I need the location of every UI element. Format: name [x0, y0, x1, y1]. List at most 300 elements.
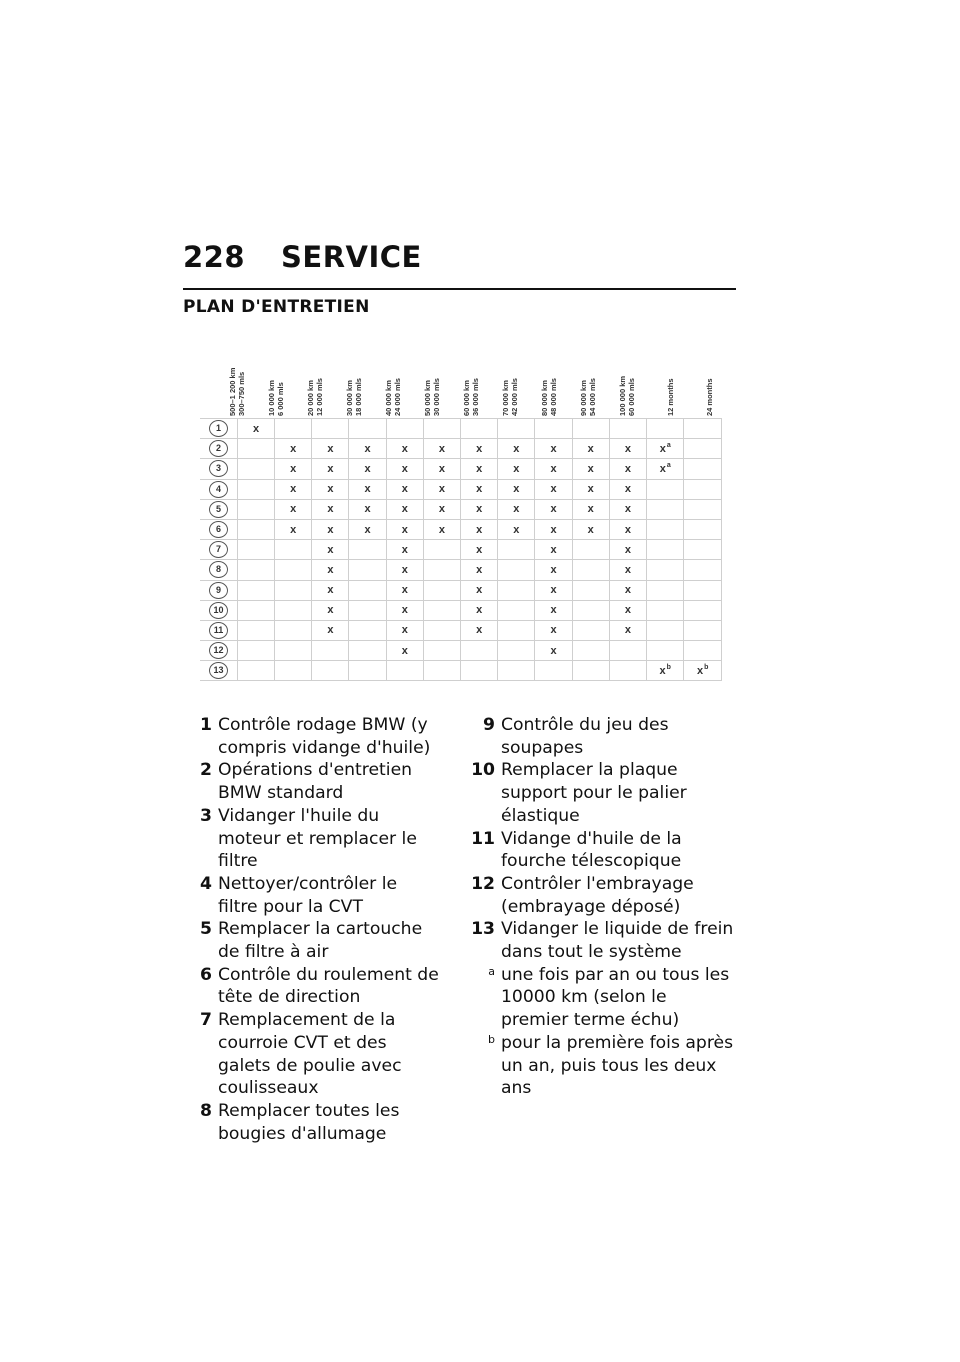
table-cell	[423, 540, 460, 560]
table-cell	[609, 499, 646, 519]
check-mark: x	[364, 503, 371, 516]
legend-item	[466, 873, 736, 918]
column-header-label	[384, 356, 402, 416]
table-cell	[386, 600, 423, 620]
table-cell	[237, 661, 274, 681]
table-cell	[237, 439, 274, 459]
table-cell	[646, 479, 683, 499]
column-header-line: 12 000 mls	[315, 378, 324, 416]
table-cell	[237, 519, 274, 539]
check-mark: x	[624, 503, 631, 516]
table-cell	[349, 459, 386, 479]
check-mark: x	[438, 503, 445, 516]
check-mark: x	[364, 523, 371, 536]
check-mark: x	[476, 483, 483, 496]
check-mark: x	[327, 563, 334, 576]
check-mark: x	[550, 644, 557, 657]
check-mark: x	[401, 503, 408, 516]
row-number	[200, 580, 237, 600]
footnote-mark: a	[488, 964, 495, 978]
check-mark: x	[550, 503, 557, 516]
check-mark: x	[476, 584, 483, 597]
table-cell	[572, 479, 609, 499]
table-cell	[535, 519, 572, 539]
column-header-line: 54 000 mls	[588, 378, 597, 416]
legend-text: Remplacer toutes les bougies d'allumage	[218, 1100, 400, 1144]
row-number	[200, 620, 237, 640]
check-mark: x	[401, 462, 408, 475]
check-mark: x	[290, 523, 297, 536]
row-number	[200, 479, 237, 499]
check-mark: x	[401, 624, 408, 637]
legend-text: Vidanger l'huile du moteur et remplacer le filtre	[218, 805, 417, 872]
check-mark: x	[401, 644, 408, 657]
table-cell	[609, 479, 646, 499]
check-mark: x	[476, 442, 483, 455]
table-cell	[572, 620, 609, 640]
table-cell	[572, 499, 609, 519]
check-mark: x	[476, 462, 483, 475]
check-mark: x	[624, 604, 631, 617]
legend-text: Remplacer la cartouche de filtre à air	[218, 919, 423, 963]
legend-item	[183, 873, 441, 918]
legend-number: 10	[471, 760, 495, 781]
check-mark: x	[364, 462, 371, 475]
table-cell	[423, 439, 460, 459]
check-mark: x	[659, 665, 666, 678]
table-cell	[646, 540, 683, 560]
legend-right	[466, 714, 736, 1100]
table-cell	[646, 519, 683, 539]
check-mark: x	[624, 543, 631, 556]
footnote-ref: b	[666, 664, 671, 672]
legend-text: Contrôle du jeu des soupapes	[501, 715, 669, 758]
check-mark: x	[290, 503, 297, 516]
check-mark: x	[587, 462, 594, 475]
table-cell	[349, 479, 386, 499]
column-header-line: 40 000 km	[384, 380, 393, 416]
table-cell	[349, 580, 386, 600]
table-cell	[423, 620, 460, 640]
table-cell	[275, 641, 312, 661]
table-cell	[386, 459, 423, 479]
legend-text: Contrôler l'embrayage (embrayage déposé)	[501, 873, 694, 917]
legend-text: Contrôle du roulement de tête de direction	[218, 964, 439, 1008]
table-cell	[684, 600, 722, 620]
legend-item	[183, 964, 441, 1009]
column-header-line: 300–750 mls	[237, 371, 246, 416]
check-mark: x	[587, 503, 594, 516]
table-cell	[275, 661, 312, 681]
column-header-line: 12 months	[666, 378, 675, 416]
table-cell	[312, 661, 349, 681]
table-cell	[684, 439, 722, 459]
table-cell	[535, 600, 572, 620]
table-cell	[237, 419, 274, 439]
table-cell	[684, 499, 722, 519]
column-header-line: 70 000 km	[501, 380, 510, 416]
table-cell	[386, 580, 423, 600]
table-cell	[349, 499, 386, 519]
check-mark: x	[476, 624, 483, 637]
row-number-circle: 8	[209, 561, 228, 578]
column-header-label	[705, 356, 714, 416]
check-mark: x	[252, 422, 260, 435]
table-cell	[461, 620, 498, 640]
legend-item	[466, 918, 736, 963]
legend-item	[183, 759, 441, 804]
table-cell	[423, 459, 460, 479]
check-mark: x	[624, 523, 631, 536]
table-cell	[498, 519, 535, 539]
check-mark: x	[401, 604, 408, 617]
column-header-label	[579, 356, 597, 416]
table-cell	[572, 641, 609, 661]
table-cell	[386, 439, 423, 459]
row-number-circle: 12	[209, 642, 228, 659]
check-mark: x	[401, 563, 408, 576]
table-cell	[423, 661, 460, 681]
table-cell	[349, 661, 386, 681]
table-cell	[498, 580, 535, 600]
table-cell	[646, 560, 683, 580]
table-cell	[684, 641, 722, 661]
table-cell	[498, 499, 535, 519]
table-cell	[684, 519, 722, 539]
table-cell	[646, 620, 683, 640]
table-cell	[609, 459, 646, 479]
table-cell	[312, 540, 349, 560]
table-cell	[237, 459, 274, 479]
table-row	[200, 419, 722, 439]
column-header-line: 6 000 mls	[276, 382, 285, 416]
header-rule	[183, 288, 736, 290]
table-cell	[237, 580, 274, 600]
check-mark: x	[550, 442, 557, 455]
legend-text: Opérations d'entretien BMW standard	[218, 760, 413, 804]
table-cell	[461, 661, 498, 681]
row-number-circle: 6	[209, 521, 228, 538]
check-mark: x	[401, 584, 408, 597]
row-number-circle: 2	[209, 440, 228, 457]
legend-item	[466, 714, 736, 759]
table-cell	[312, 459, 349, 479]
check-mark: x	[550, 604, 557, 617]
table-cell	[461, 439, 498, 459]
column-header-line: 500–1 200 km	[228, 367, 237, 416]
legend-text: Contrôle rodage BMW (y compris vidange d'huile)	[218, 715, 431, 758]
table-cell	[275, 479, 312, 499]
check-mark: x	[513, 503, 520, 516]
table-row	[200, 580, 722, 600]
row-number	[200, 540, 237, 560]
check-mark: x	[438, 523, 445, 536]
table-cell	[237, 499, 274, 519]
table-cell	[423, 479, 460, 499]
row-number-circle: 9	[209, 582, 228, 599]
table-cell	[312, 620, 349, 640]
table-cell	[349, 519, 386, 539]
table-cell	[646, 459, 683, 479]
table-cell	[572, 540, 609, 560]
table-cell	[386, 499, 423, 519]
check-mark: x	[659, 443, 666, 456]
page-header	[183, 240, 736, 317]
check-mark: x	[327, 543, 334, 556]
column-header-label	[540, 356, 558, 416]
check-mark: x	[327, 442, 334, 455]
column-header-label	[618, 356, 636, 416]
column-header-label	[267, 356, 285, 416]
row-number	[200, 459, 237, 479]
table-cell	[535, 499, 572, 519]
column-header-line: 42 000 mls	[510, 378, 519, 416]
legend-text: une fois par an ou tous les 10000 km (selon le premier terme échu)	[501, 964, 730, 1031]
table-cell	[684, 661, 722, 681]
legend-item	[466, 759, 736, 827]
table-cell	[646, 439, 683, 459]
legend-number: 7	[200, 1010, 212, 1031]
table-cell	[386, 479, 423, 499]
table-cell	[349, 419, 386, 439]
table-row	[200, 661, 722, 681]
legend-text: Vidange d'huile de la fourche télescopique	[501, 828, 682, 872]
legend-number: 4	[200, 873, 212, 894]
row-number	[200, 641, 237, 661]
table-row	[200, 540, 722, 560]
table-cell	[312, 479, 349, 499]
check-mark: x	[327, 483, 334, 496]
table-cell	[312, 641, 349, 661]
check-mark: x	[587, 442, 594, 455]
legend-number: 1	[200, 715, 212, 735]
check-mark: x	[476, 563, 483, 576]
column-header	[705, 352, 747, 418]
header-line	[183, 240, 736, 274]
column-header-line: 90 000 km	[579, 380, 588, 416]
table-cell	[498, 439, 535, 459]
table-cell	[498, 641, 535, 661]
table-cell	[609, 661, 646, 681]
row-number	[200, 499, 237, 519]
table-cell	[275, 600, 312, 620]
table-cell	[275, 419, 312, 439]
table-cell	[349, 560, 386, 580]
table-cell	[646, 661, 683, 681]
table-cell	[461, 641, 498, 661]
table-cell	[535, 459, 572, 479]
table-cell	[461, 419, 498, 439]
table-row	[200, 641, 722, 661]
table-cell	[312, 600, 349, 620]
table-cell	[237, 641, 274, 661]
legend-text: Nettoyer/contrôler le filtre pour la CVT	[218, 873, 398, 917]
table-cell	[423, 641, 460, 661]
table-cell	[461, 459, 498, 479]
table-cell	[572, 439, 609, 459]
footnote-mark: b	[488, 1032, 495, 1046]
table-cell	[572, 600, 609, 620]
table-cell	[386, 540, 423, 560]
legend-number: 3	[200, 805, 212, 826]
table-cell	[498, 479, 535, 499]
table-cell	[349, 620, 386, 640]
check-mark: x	[624, 624, 631, 637]
footnote-ref: a	[666, 442, 671, 450]
check-mark: x	[624, 462, 631, 475]
column-header-line: 30 000 km	[345, 380, 354, 416]
check-mark: x	[476, 543, 483, 556]
check-mark: x	[290, 442, 297, 455]
table-cell	[349, 600, 386, 620]
table-cell	[684, 479, 722, 499]
column-header-label	[345, 356, 363, 416]
column-header-label	[306, 356, 324, 416]
table-cell	[572, 560, 609, 580]
table-cell	[275, 540, 312, 560]
legend-item	[183, 714, 441, 759]
table-cell	[275, 560, 312, 580]
legend-item	[466, 828, 736, 873]
table-cell	[572, 661, 609, 681]
check-mark: x	[327, 462, 334, 475]
column-header	[666, 352, 708, 418]
table-row	[200, 439, 722, 459]
check-mark: x	[513, 442, 520, 455]
legend-text: Vidanger le liquide de frein dans tout le système	[501, 919, 734, 963]
row-number	[200, 419, 237, 439]
column-header-line: 50 000 km	[423, 380, 432, 416]
check-mark: x	[476, 604, 483, 617]
table-cell	[609, 580, 646, 600]
table-cell	[386, 620, 423, 640]
table-cell	[498, 540, 535, 560]
legend-left	[183, 714, 441, 1145]
table-cell	[535, 540, 572, 560]
check-mark: x	[364, 442, 371, 455]
legend-number: 8	[200, 1100, 212, 1121]
table-cell	[535, 580, 572, 600]
row-number-circle: 7	[209, 541, 228, 558]
column-header	[618, 352, 669, 418]
table-cell	[498, 600, 535, 620]
table-cell	[423, 419, 460, 439]
check-mark: x	[290, 462, 297, 475]
check-mark: x	[624, 483, 631, 496]
table-cell	[386, 641, 423, 661]
row-number	[200, 560, 237, 580]
table-cell	[535, 620, 572, 640]
check-mark: x	[290, 483, 297, 496]
table-cell	[349, 439, 386, 459]
table-cell	[237, 540, 274, 560]
table-cell	[386, 560, 423, 580]
table-cell	[349, 641, 386, 661]
table-cell	[237, 620, 274, 640]
legend-item	[466, 964, 736, 1032]
table-cell	[461, 479, 498, 499]
check-mark: x	[327, 584, 334, 597]
check-mark: x	[327, 503, 334, 516]
column-header-line: 80 000 km	[540, 380, 549, 416]
table-cell	[609, 540, 646, 560]
table-cell	[461, 519, 498, 539]
table-cell	[423, 519, 460, 539]
legend-item	[183, 1100, 441, 1145]
table-row	[200, 479, 722, 499]
table-cell	[498, 560, 535, 580]
check-mark: x	[438, 483, 445, 496]
check-mark: x	[438, 462, 445, 475]
table-cell	[461, 580, 498, 600]
column-header-line: 10 000 km	[267, 380, 276, 416]
row-number-circle: 1	[209, 420, 228, 437]
footnote-ref: a	[666, 462, 671, 470]
table-cell	[609, 641, 646, 661]
table-cell	[349, 540, 386, 560]
column-header-line: 20 000 km	[306, 380, 315, 416]
table-cell	[461, 540, 498, 560]
table-cell	[535, 641, 572, 661]
table-cell	[275, 459, 312, 479]
check-mark: x	[550, 563, 557, 576]
check-mark: x	[513, 523, 520, 536]
check-mark: x	[364, 483, 371, 496]
column-header-line: 36 000 mls	[471, 378, 480, 416]
legend-text: pour la première fois après un an, puis tous les deux ans	[501, 1032, 734, 1099]
table-cell	[498, 419, 535, 439]
check-mark: x	[550, 543, 557, 556]
check-mark: x	[550, 523, 557, 536]
table-cell	[609, 439, 646, 459]
table-cell	[461, 499, 498, 519]
table-cell	[684, 459, 722, 479]
column-header-line: 30 000 mls	[432, 378, 441, 416]
table-cell	[609, 519, 646, 539]
check-mark: x	[550, 624, 557, 637]
row-number-circle: 4	[209, 481, 228, 498]
legend-item	[183, 805, 441, 873]
table-cell	[423, 580, 460, 600]
row-number	[200, 439, 237, 459]
table-cell	[535, 419, 572, 439]
check-mark: x	[624, 584, 631, 597]
table-cell	[461, 600, 498, 620]
page-number: 228	[183, 240, 246, 274]
check-mark: x	[697, 665, 704, 678]
table-row	[200, 499, 722, 519]
table-cell	[386, 419, 423, 439]
table-row	[200, 519, 722, 539]
table-cell	[237, 560, 274, 580]
table-cell	[684, 620, 722, 640]
table-cell	[275, 499, 312, 519]
table-cell	[275, 519, 312, 539]
table-cell	[609, 620, 646, 640]
table-cell	[275, 580, 312, 600]
table-cell	[609, 560, 646, 580]
check-mark: x	[550, 483, 557, 496]
table-cell	[572, 580, 609, 600]
check-mark: x	[587, 523, 594, 536]
column-header-line: 48 000 mls	[549, 378, 558, 416]
table-cell	[312, 499, 349, 519]
table-cell	[312, 439, 349, 459]
row-number-circle: 10	[209, 602, 228, 619]
table-cell	[312, 560, 349, 580]
column-header-line: 100 000 km	[618, 375, 627, 416]
legend-item	[183, 918, 441, 963]
